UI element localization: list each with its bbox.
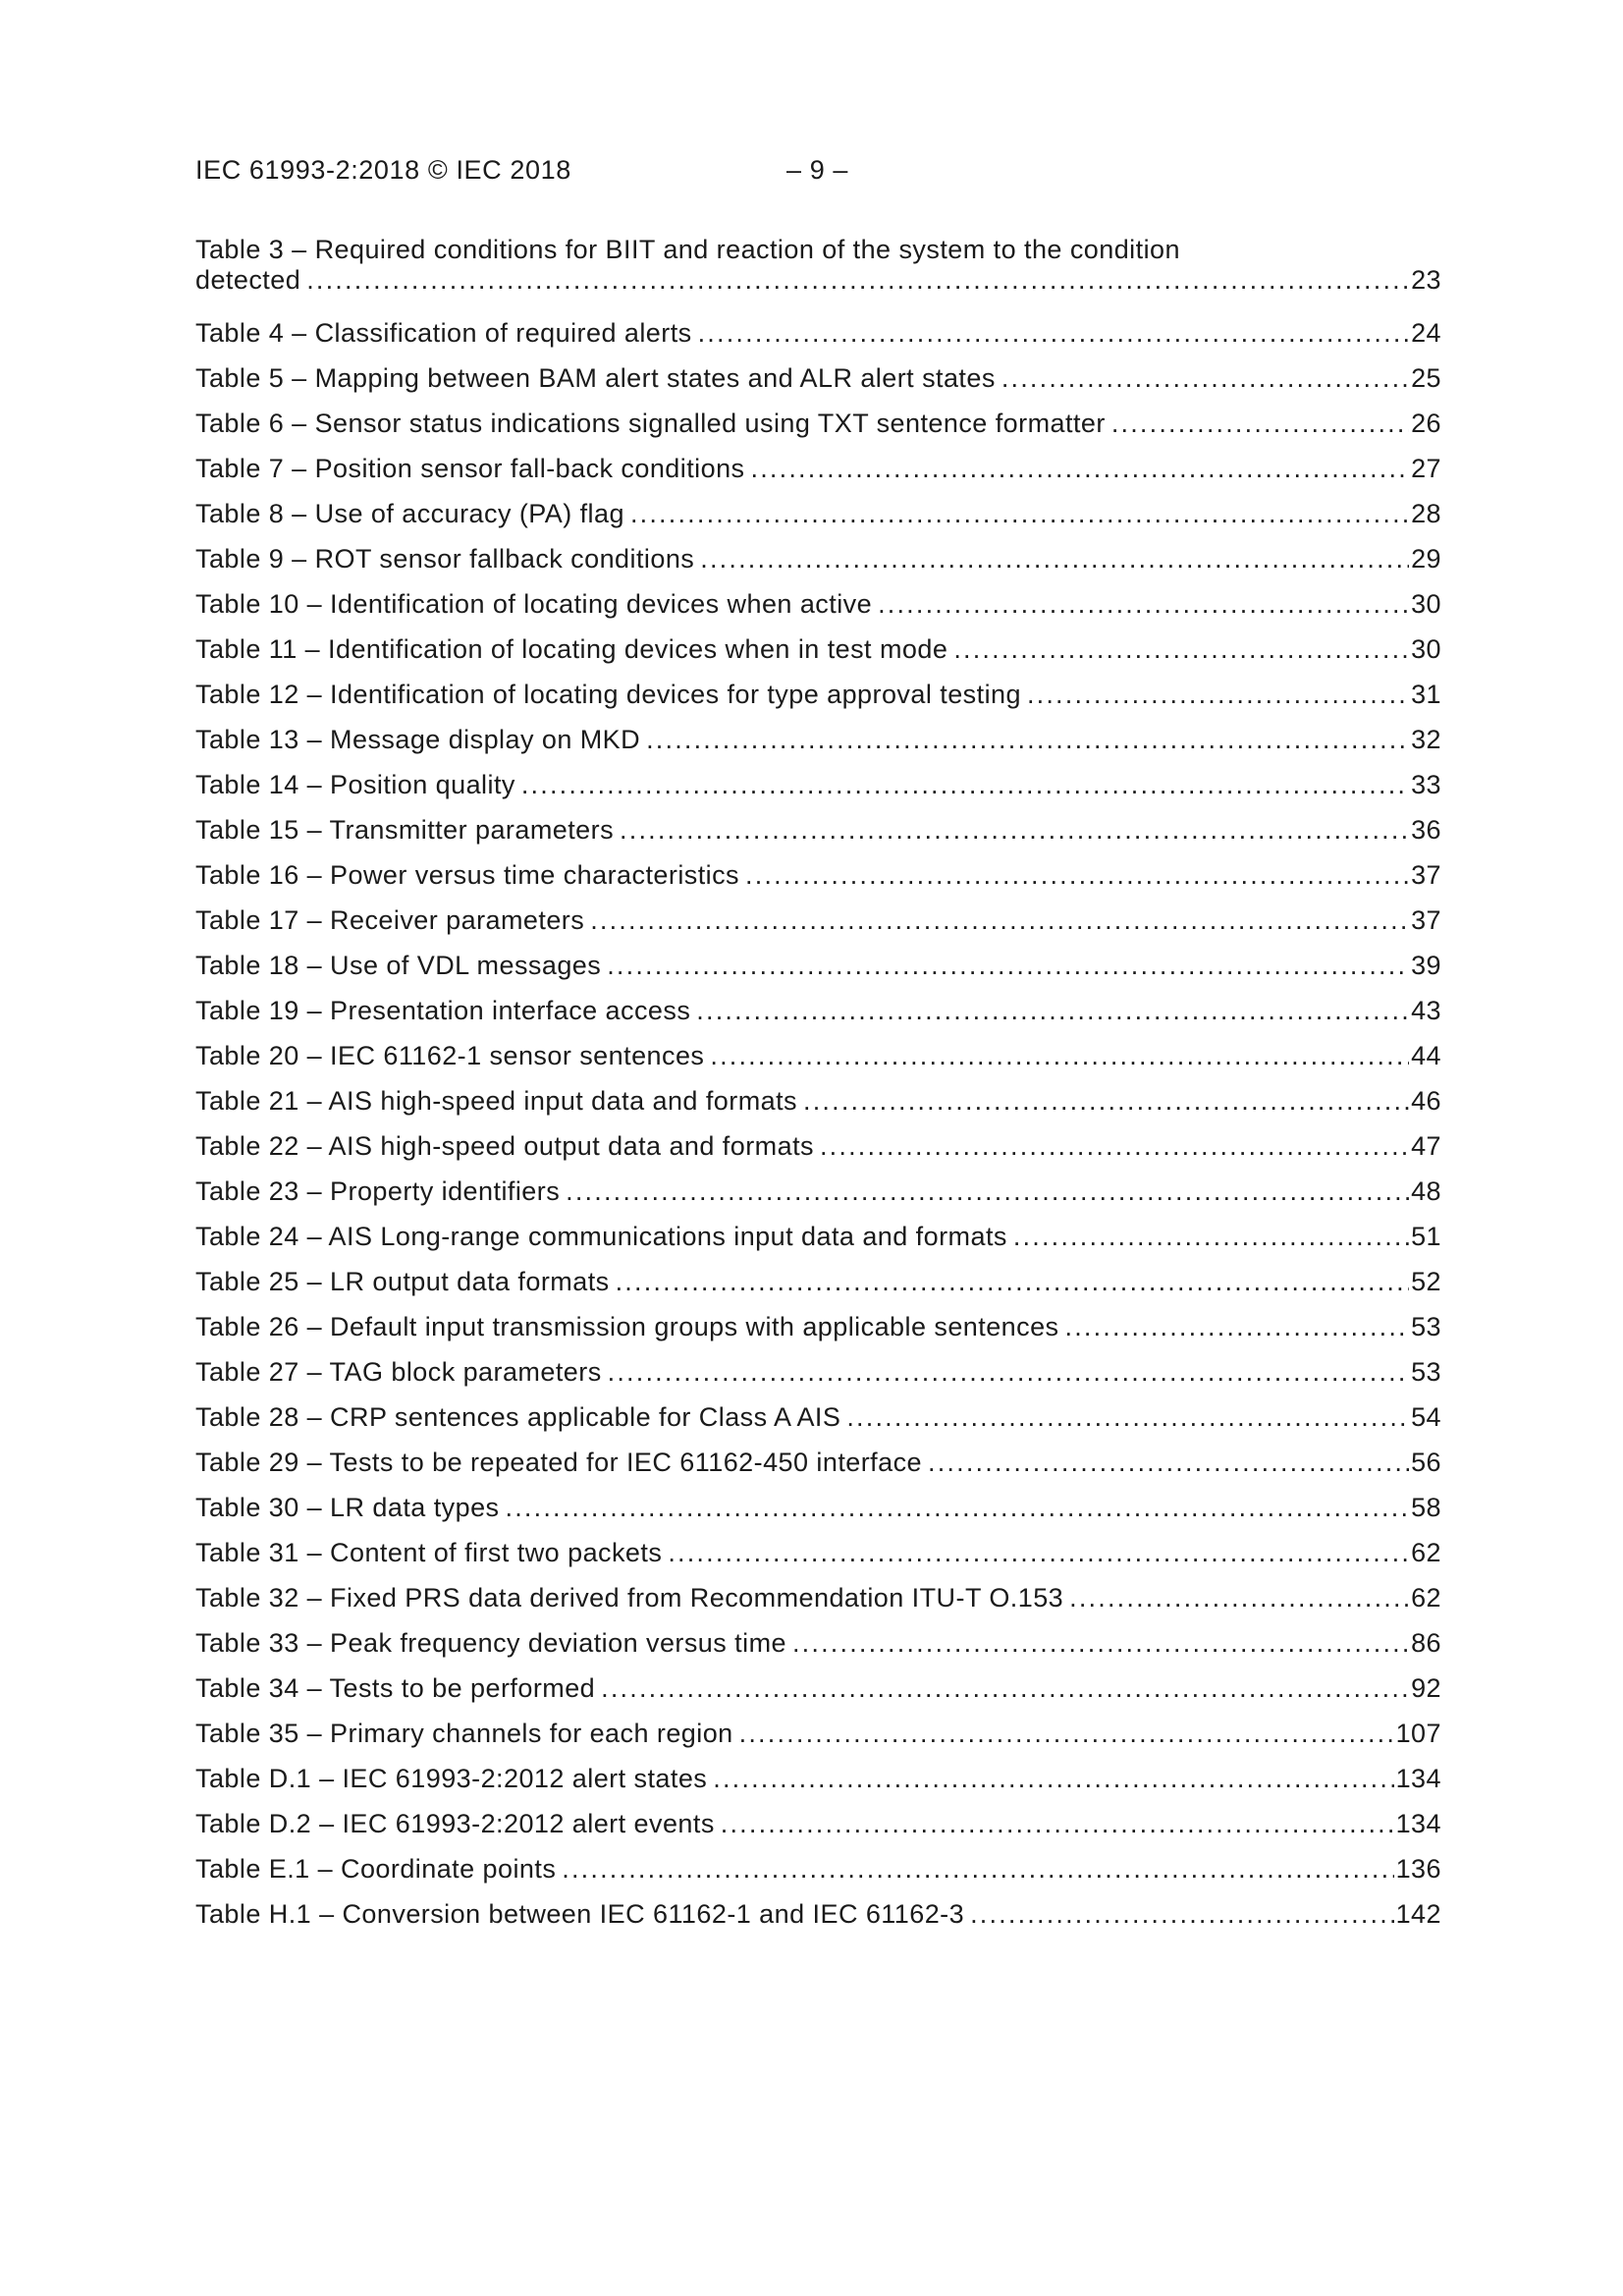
toc-entry[interactable] xyxy=(195,1078,1441,1123)
toc-entry-title: Table 21 – AIS high-speed input data and formats xyxy=(195,1086,798,1116)
toc-entry-page-number: 53 xyxy=(1411,1357,1441,1387)
toc-entry-page-number: 43 xyxy=(1411,996,1441,1025)
toc-entry[interactable] xyxy=(195,1169,1441,1214)
dot-leader xyxy=(953,627,1409,672)
toc-entry[interactable] xyxy=(195,581,1441,627)
toc-entry-page-number: 56 xyxy=(1411,1448,1441,1477)
toc-entry-title: Table 27 – TAG block parameters xyxy=(195,1357,602,1387)
dot-leader xyxy=(751,446,1410,491)
toc-entry-title: Table 31 – Content of first two packets xyxy=(195,1538,663,1567)
toc-entry-title: Table 4 – Classification of required alerts xyxy=(195,318,692,348)
dot-leader xyxy=(846,1394,1409,1440)
toc-entry-page-number: 32 xyxy=(1411,725,1441,754)
toc-entry[interactable] xyxy=(195,1575,1441,1620)
page-number: – 9 – xyxy=(786,155,849,185)
toc-entry[interactable] xyxy=(195,1394,1441,1440)
toc-entry-title: Table 6 – Sensor status indications signalled using TXT sentence formatter xyxy=(195,409,1106,438)
toc-entry-title: Table 13 – Message display on MKD xyxy=(195,725,641,754)
toc-entry[interactable] xyxy=(195,446,1441,491)
toc-entry-title: Table 16 – Power versus time characteristics xyxy=(195,860,740,890)
toc-entry[interactable] xyxy=(195,310,1441,355)
toc-entry-page-number: 30 xyxy=(1411,634,1441,664)
dot-leader xyxy=(696,988,1409,1033)
dot-leader xyxy=(608,1349,1409,1394)
toc-entry[interactable] xyxy=(195,1440,1441,1485)
toc-entry-page-number: 62 xyxy=(1411,1538,1441,1567)
toc-entry-title: Table D.2 – IEC 61993-2:2012 alert events xyxy=(195,1809,715,1838)
toc-entry-title: Table 14 – Position quality xyxy=(195,770,515,799)
toc-entry-page-number: 53 xyxy=(1411,1312,1441,1341)
toc-entry-title: Table 12 – Identification of locating devices for type approval testing xyxy=(195,680,1021,709)
toc-entry-title: Table 35 – Primary channels for each region xyxy=(195,1719,733,1748)
toc-entry-title: Table 33 – Peak frequency deviation versus time xyxy=(195,1628,786,1658)
toc-entry[interactable] xyxy=(195,536,1441,581)
dot-leader xyxy=(1065,1304,1410,1349)
toc-entry[interactable] xyxy=(195,807,1441,852)
toc-entry-title: Table 8 – Use of accuracy (PA) flag xyxy=(195,499,624,528)
toc-entry[interactable] xyxy=(195,1801,1441,1846)
toc-entry-page-number: 23 xyxy=(1411,265,1441,295)
toc-entry-title: Table 7 – Position sensor fall-back conditions xyxy=(195,454,745,483)
toc-entry-page-number: 27 xyxy=(1411,454,1441,483)
toc-entry[interactable] xyxy=(195,1485,1441,1530)
toc-entry[interactable] xyxy=(195,852,1441,898)
toc-entry-page-number: 33 xyxy=(1411,770,1441,799)
dot-leader xyxy=(521,762,1409,807)
toc-entry[interactable] xyxy=(195,943,1441,988)
toc-entry-page-number: 28 xyxy=(1411,499,1441,528)
dot-leader xyxy=(506,1485,1410,1530)
toc-entry[interactable] xyxy=(195,265,1441,296)
toc-entry-title: Table 26 – Default input transmission groups with applicable sentences xyxy=(195,1312,1059,1341)
toc-entry-page-number: 47 xyxy=(1411,1131,1441,1161)
toc-entry-page-number: 25 xyxy=(1411,363,1441,393)
toc-entry-title: Table 34 – Tests to be performed xyxy=(195,1673,596,1703)
toc-entry-page-number: 31 xyxy=(1411,680,1441,709)
toc-entry-page-number: 52 xyxy=(1411,1267,1441,1296)
toc-entry[interactable] xyxy=(195,627,1441,672)
toc-entry-title: Table E.1 – Coordinate points xyxy=(195,1854,557,1884)
toc-entry[interactable] xyxy=(195,1033,1441,1078)
toc-entry-page-number: 29 xyxy=(1411,544,1441,574)
toc-entry[interactable] xyxy=(195,1666,1441,1711)
dot-leader xyxy=(566,1169,1409,1214)
dot-leader xyxy=(562,1846,1393,1891)
dot-leader xyxy=(306,265,1409,296)
toc-entry-page-number: 54 xyxy=(1411,1402,1441,1432)
toc-entry[interactable] xyxy=(195,988,1441,1033)
toc-entry-title: Table 29 – Tests to be repeated for IEC 61162-450 interface xyxy=(195,1448,923,1477)
toc-entry-page-number: 39 xyxy=(1411,951,1441,980)
list-of-tables xyxy=(195,235,1441,1937)
toc-entry-page-number: 46 xyxy=(1411,1086,1441,1116)
toc-entry[interactable] xyxy=(195,1756,1441,1801)
toc-entry-title: Table 15 – Transmitter parameters xyxy=(195,815,615,845)
toc-entry[interactable] xyxy=(195,1530,1441,1575)
toc-entry-title: Table 22 – AIS high-speed output data and formats xyxy=(195,1131,814,1161)
toc-entry-title: Table 11 – Identification of locating devices when in test mode xyxy=(195,634,948,664)
dot-leader xyxy=(668,1530,1409,1575)
dot-leader xyxy=(803,1078,1409,1123)
toc-entry[interactable] xyxy=(195,717,1441,762)
toc-entry[interactable] xyxy=(195,355,1441,401)
toc-entry-page-number: 37 xyxy=(1411,905,1441,935)
toc-entry-title: Table 18 – Use of VDL messages xyxy=(195,951,602,980)
toc-entry-page-number: 58 xyxy=(1411,1493,1441,1522)
toc-entry-title: detected xyxy=(195,265,301,295)
toc-entry-page-number: 107 xyxy=(1395,1719,1441,1748)
toc-entry-title: Table 17 – Receiver parameters xyxy=(195,905,585,935)
dot-leader xyxy=(928,1440,1409,1485)
toc-entry-page-number: 30 xyxy=(1411,589,1441,619)
toc-entry-page-number: 48 xyxy=(1411,1176,1441,1206)
toc-entry-title: Table D.1 – IEC 61993-2:2012 alert states xyxy=(195,1764,708,1793)
toc-entry-title: Table 20 – IEC 61162-1 sensor sentences xyxy=(195,1041,705,1070)
toc-entry-title: Table 23 – Property identifiers xyxy=(195,1176,561,1206)
dot-leader xyxy=(1013,1214,1409,1259)
toc-entry[interactable] xyxy=(195,1259,1441,1304)
dot-leader xyxy=(721,1801,1394,1846)
dot-leader xyxy=(601,1666,1409,1711)
dot-leader xyxy=(739,1711,1394,1756)
dot-leader xyxy=(1027,672,1409,717)
dot-leader xyxy=(646,717,1409,762)
dot-leader xyxy=(878,581,1409,627)
toc-entry-page-number: 86 xyxy=(1411,1628,1441,1658)
toc-entry-title-line: Table 3 – Required conditions for BIIT and reaction of the system to the condition xyxy=(195,235,1180,264)
dot-leader xyxy=(607,943,1409,988)
dot-leader xyxy=(616,1259,1409,1304)
dot-leader xyxy=(620,807,1409,852)
running-header-document-id: IEC 61993-2:2018 © IEC 2018 xyxy=(195,155,571,185)
toc-entry-title: Table 5 – Mapping between BAM alert states and ALR alert states xyxy=(195,363,996,393)
dot-leader xyxy=(792,1620,1409,1666)
dot-leader xyxy=(970,1891,1394,1937)
dot-leader xyxy=(1001,355,1409,401)
toc-entry[interactable] xyxy=(195,898,1441,943)
toc-entry[interactable] xyxy=(195,1620,1441,1666)
toc-entry-page-number: 37 xyxy=(1411,860,1441,890)
toc-entry-title: Table H.1 – Conversion between IEC 61162-1 and IEC 61162-3 xyxy=(195,1899,965,1929)
toc-entry[interactable] xyxy=(195,1349,1441,1394)
toc-entry-title: Table 9 – ROT sensor fallback conditions xyxy=(195,544,695,574)
toc-entry-page-number: 134 xyxy=(1395,1809,1441,1838)
toc-entry-page-number: 24 xyxy=(1411,318,1441,348)
toc-entry-title: Table 10 – Identification of locating devices when active xyxy=(195,589,873,619)
toc-entry-title: Table 25 – LR output data formats xyxy=(195,1267,610,1296)
toc-entry-page-number: 136 xyxy=(1395,1854,1441,1884)
toc-entry[interactable] xyxy=(195,1304,1441,1349)
toc-entry-page-number: 142 xyxy=(1395,1899,1441,1929)
dot-leader xyxy=(745,852,1409,898)
toc-entry-title: Table 24 – AIS Long-range communications input data and formats xyxy=(195,1222,1007,1251)
dot-leader xyxy=(820,1123,1409,1169)
toc-entry[interactable] xyxy=(195,1123,1441,1169)
dot-leader xyxy=(590,898,1409,943)
dot-leader xyxy=(698,310,1409,355)
toc-entry-title: Table 32 – Fixed PRS data derived from Recommendation ITU-T O.153 xyxy=(195,1583,1064,1613)
toc-entry[interactable] xyxy=(195,762,1441,807)
toc-entry[interactable] xyxy=(195,672,1441,717)
toc-entry[interactable] xyxy=(195,1846,1441,1891)
toc-entry-title: Table 19 – Presentation interface access xyxy=(195,996,691,1025)
dot-leader xyxy=(713,1756,1393,1801)
toc-entry[interactable] xyxy=(195,1711,1441,1756)
toc-entry-page-number: 51 xyxy=(1411,1222,1441,1251)
toc-entry-title: Table 28 – CRP sentences applicable for Class A AIS xyxy=(195,1402,841,1432)
toc-entry-page-number: 134 xyxy=(1395,1764,1441,1793)
toc-entry-page-number: 26 xyxy=(1411,409,1441,438)
toc-entry-page-number: 92 xyxy=(1411,1673,1441,1703)
toc-entry[interactable] xyxy=(195,401,1441,446)
dot-leader xyxy=(1111,401,1409,446)
dot-leader xyxy=(1069,1575,1409,1620)
dot-leader xyxy=(630,491,1409,536)
toc-entry[interactable] xyxy=(195,491,1441,536)
toc-entry-page-number: 62 xyxy=(1411,1583,1441,1613)
toc-entry-title: Table 30 – LR data types xyxy=(195,1493,500,1522)
dot-leader xyxy=(710,1033,1409,1078)
toc-entry[interactable] xyxy=(195,1891,1441,1937)
toc-entry-page-number: 36 xyxy=(1411,815,1441,845)
toc-entry-page-number: 44 xyxy=(1411,1041,1441,1070)
dot-leader xyxy=(700,536,1409,581)
toc-entry[interactable] xyxy=(195,1214,1441,1259)
